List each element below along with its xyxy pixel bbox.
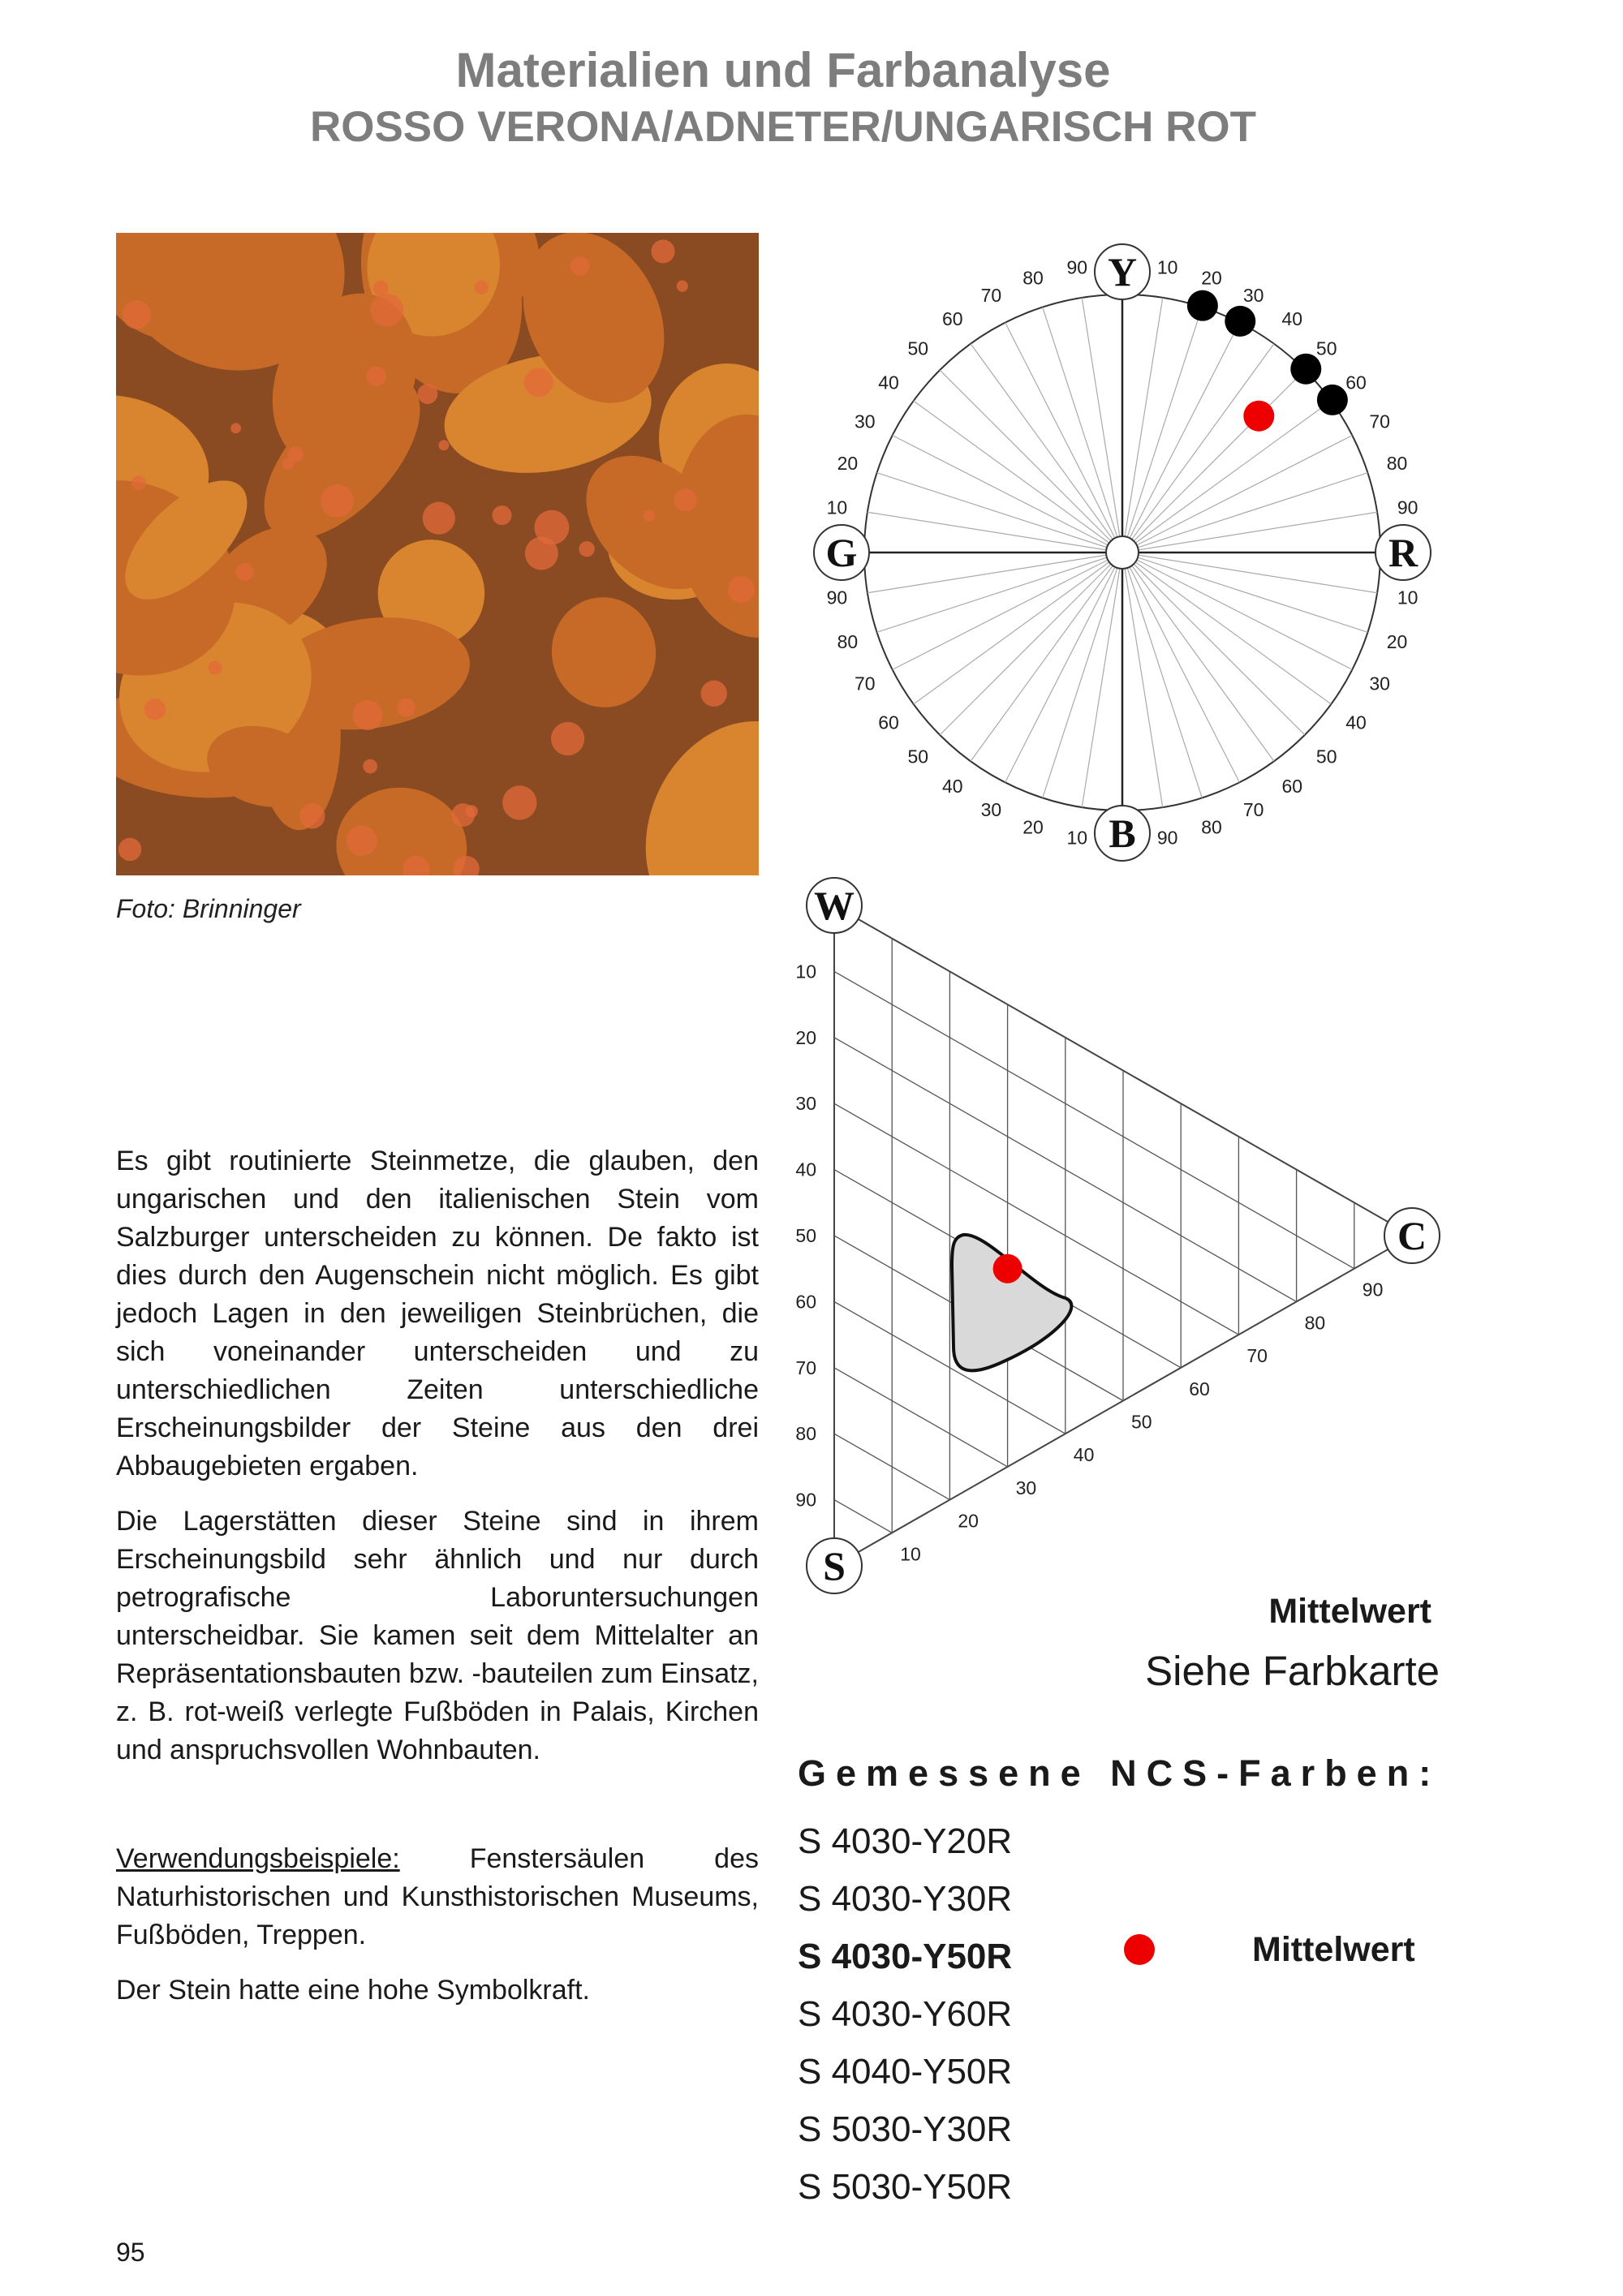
page-subtitle: ROSSO VERONA/ADNETER/UNGARISCH ROT [309,103,1257,151]
hue-ray-line [1122,298,1163,553]
blackness-label: 80 [795,1423,816,1445]
hue-tick-label: 40 [1281,307,1303,329]
marble-spot [321,484,354,518]
ncs-triangle [791,868,1457,1598]
hue-ray-line [1122,553,1202,798]
photo-caption: Foto: Brinninger [116,894,301,923]
hue-center-circle [1106,536,1139,569]
triangle-pole-label: W [814,883,855,928]
marble-spot [534,510,569,545]
hue-ray-line [1122,553,1163,807]
chromaticness-label: 70 [1246,1345,1268,1367]
hue-ray-line [877,473,1122,553]
hue-tick-label: 90 [826,587,848,608]
ncs-mean-label: Mittelwert [1252,1930,1415,1969]
marble-spot [397,699,415,717]
hue-tick-label: 60 [941,307,963,329]
chromaticness-label: 30 [1015,1477,1037,1498]
marble-spot [701,681,727,707]
hue-tick-label: 20 [1386,631,1408,653]
paragraph-2: Die Lagerstätten dieser Steine sind in ihrem Erscheinungsbild sehr ähnlich und nur durch petrografische Laboruntersuchungen unterscheidbar. Sie kamen seit dem Mittelalter an Repräsentationsbauten bzw. -bauteilen zum Einsatz, z. B. rot-weiß verlegte Fußböden in Palais, Kirchen und anspruchsvollen Wohnbauten. [116,1506,759,1765]
blackness-label: 30 [795,1093,816,1115]
hue-ray-line [1122,370,1305,553]
ncs-hue-circle [791,231,1457,880]
hue-tick-label: 50 [1315,338,1337,359]
hue-ray-line [1122,473,1367,553]
usage-label: Verwendungsbeispiele: [116,1843,400,1874]
hue-pole-label: R [1388,530,1419,575]
chromaticness-label: 10 [900,1543,921,1565]
marble-spot [366,367,385,386]
hue-ray-line [1122,307,1202,553]
hue-tick-label: 20 [1201,267,1222,289]
hue-tick-label: 50 [1315,746,1337,767]
ncs-color-item: S 4040-Y50R [798,2052,1013,2092]
measured-hue-dot [1317,385,1348,415]
hue-ray-line [1122,436,1352,553]
chromaticness-label: 90 [1362,1279,1384,1301]
blackness-gridline [834,1368,1008,1467]
marble-spot [570,256,590,276]
blackness-label: 50 [795,1225,816,1246]
ncs-color-item: S 4030-Y30R [798,1879,1013,1919]
hue-tick-label: 80 [1201,816,1222,838]
hue-tick-label: 40 [878,372,899,393]
hue-ray-line [1122,401,1331,553]
blackness-label: 40 [795,1159,816,1180]
blackness-label: 90 [795,1489,816,1511]
page-title: Materialien und Farbanalyse [455,43,1111,97]
marble-spot [208,660,222,674]
hue-tick-label: 30 [855,411,876,432]
hue-tick-label: 90 [1156,827,1178,849]
hue-tick-label: 50 [907,746,929,767]
hue-ray-line [1005,553,1122,782]
hue-ray-line [1122,553,1331,704]
marble-spot [423,502,455,535]
hue-pole-label: G [825,530,858,575]
hue-tick-label: 40 [1345,712,1367,733]
hue-tick-label: 70 [980,284,1002,306]
hue-ray-line [940,553,1122,735]
chromaticness-label: 60 [1189,1378,1210,1400]
marble-spot [118,838,141,861]
hue-pole-label: B [1109,810,1136,856]
hue-ray-line [1082,298,1122,553]
hue-tick-label: 10 [826,497,848,518]
marble-spot [466,805,478,817]
mittelwert-value: Siehe Farbkarte [1145,1648,1440,1694]
mittelwert-label: Mittelwert [1268,1592,1431,1631]
marble-spot [502,785,536,819]
hue-ray-line [1122,553,1305,735]
marble-spot [299,803,325,828]
marble-spot [728,576,755,603]
marble-spot [438,440,449,450]
chromaticness-label: 50 [1131,1411,1152,1433]
marble-spot [235,563,253,581]
hue-ray-line [893,436,1122,553]
mean-hue-dot [1243,401,1274,432]
marble-spot [677,281,688,292]
measured-hue-dot [1290,354,1321,385]
blackness-label: 70 [795,1357,816,1378]
marble-spot [475,281,489,295]
marble-spot [370,294,403,327]
measured-hue-dot [1225,306,1255,337]
hue-tick-label: 10 [1156,256,1178,278]
chromaticness-label: 20 [958,1510,979,1532]
hue-ray-line [1122,323,1239,553]
marble-spot [123,300,151,329]
ncs-color-item-mean: S 4030-Y50R [798,1937,1013,1976]
triangle-pole-label: C [1397,1213,1427,1258]
marble-photo [116,233,759,875]
ncs-heading: Gemessene NCS-Farben: [798,1752,1441,1794]
mean-marker-dot [1124,1934,1155,1965]
hue-ray-line [893,553,1122,669]
hue-ray-line [914,401,1122,553]
ncs-color-item: S 4030-Y60R [798,1994,1013,2034]
marble-spot [579,541,594,557]
measured-hue-dot [1187,290,1218,321]
marble-spot [524,368,553,398]
marble-spot [373,281,389,296]
hue-tick-label: 70 [1369,411,1390,432]
hue-ray-line [1122,553,1377,593]
hue-pole-label: Y [1107,249,1138,295]
marble-spot [144,699,166,720]
hue-tick-label: 10 [1066,827,1088,849]
blackness-label: 10 [795,961,816,982]
hue-ray-line [1005,323,1122,553]
blackness-label: 20 [795,1026,816,1048]
hue-tick-label: 80 [837,631,859,653]
hue-tick-label: 50 [907,338,929,359]
hue-ray-line [867,512,1122,553]
hue-ray-line [1122,553,1239,782]
hue-tick-label: 20 [837,452,859,474]
hue-tick-label: 30 [980,799,1002,821]
paragraph-1: Es gibt routinierte Steinmetze, die glauben, den ungarischen und den italienischen Stein vom Salzburger unterscheiden zu können. De fakto ist dies durch den Augenschein nicht möglich. Es gibt jedoch Lagen in den jeweiligen Steinbrüchen, die sich voneinander unterscheiden und zu unterschiedlichen Zeiten unterschiedliche Erscheinungsbilder der Steine aus den drei Abbaugebieten ergaben. [116,1146,759,1481]
mean-point [993,1254,1022,1283]
page-number: 95 [116,2238,145,2267]
hue-ray-line [877,553,1122,632]
hue-ray-line [914,553,1122,704]
hue-tick-label: 30 [1242,284,1264,306]
hue-ray-line [1122,344,1274,553]
hue-ray-line [1082,553,1122,807]
marble-spot [347,825,377,856]
chromaticness-label: 80 [1304,1312,1326,1334]
blackness-label: 60 [795,1291,816,1313]
ncs-color-item: S 5030-Y50R [798,2167,1013,2207]
hue-tick-label: 40 [941,776,963,798]
hue-tick-label: 60 [1345,372,1367,393]
hue-ray-line [1043,553,1122,798]
usage-text: Fenstersäulen des Naturhistorischen und Kunsthistorischen Museums, Fußböden, Treppen. [116,1843,759,1950]
marble-spot [492,505,511,525]
marble-spot [287,447,303,462]
hue-tick-label: 70 [1242,799,1264,821]
hue-ray-line [1122,512,1377,553]
marble-spot [352,700,382,730]
hue-ray-line [1122,553,1352,669]
hue-tick-label: 90 [1397,497,1419,518]
paragraph-4: Der Stein hatte eine hohe Symbolkraft. [116,1975,590,2006]
hue-ray-line [867,553,1122,593]
hue-tick-label: 30 [1369,673,1390,694]
blackness-gridline [834,971,1354,1268]
hue-ray-line [1122,553,1274,761]
hue-tick-label: 80 [1386,452,1408,474]
hue-ray-line [971,344,1122,553]
ncs-color-item: S 5030-Y30R [798,2109,1013,2149]
hue-tick-label: 60 [1281,776,1303,798]
hue-tick-label: 90 [1066,256,1088,278]
marble-spot [644,510,655,521]
blackness-gridline [834,1500,892,1533]
marble-spot [674,488,697,511]
marble-spot [551,722,584,755]
hue-tick-label: 70 [855,673,876,694]
hue-ray-line [940,370,1122,553]
hue-tick-label: 80 [1022,267,1044,289]
paragraph-3 [116,1840,759,1954]
hue-tick-label: 20 [1022,816,1044,838]
ncs-color-item: S 4030-Y20R [798,1821,1013,1861]
hue-tick-label: 60 [878,712,899,733]
triangle-pole-label: S [823,1543,846,1589]
hue-ray-line [1122,553,1367,632]
hue-ray-line [971,553,1122,761]
marble-spot [363,759,377,774]
marble-spot [651,239,674,263]
marble-spot [230,423,241,433]
chromaticness-label: 40 [1073,1444,1095,1466]
hue-ray-line [1043,307,1122,553]
marble-spot [131,475,146,490]
marble-spot [418,384,438,404]
hue-tick-label: 10 [1397,587,1419,608]
